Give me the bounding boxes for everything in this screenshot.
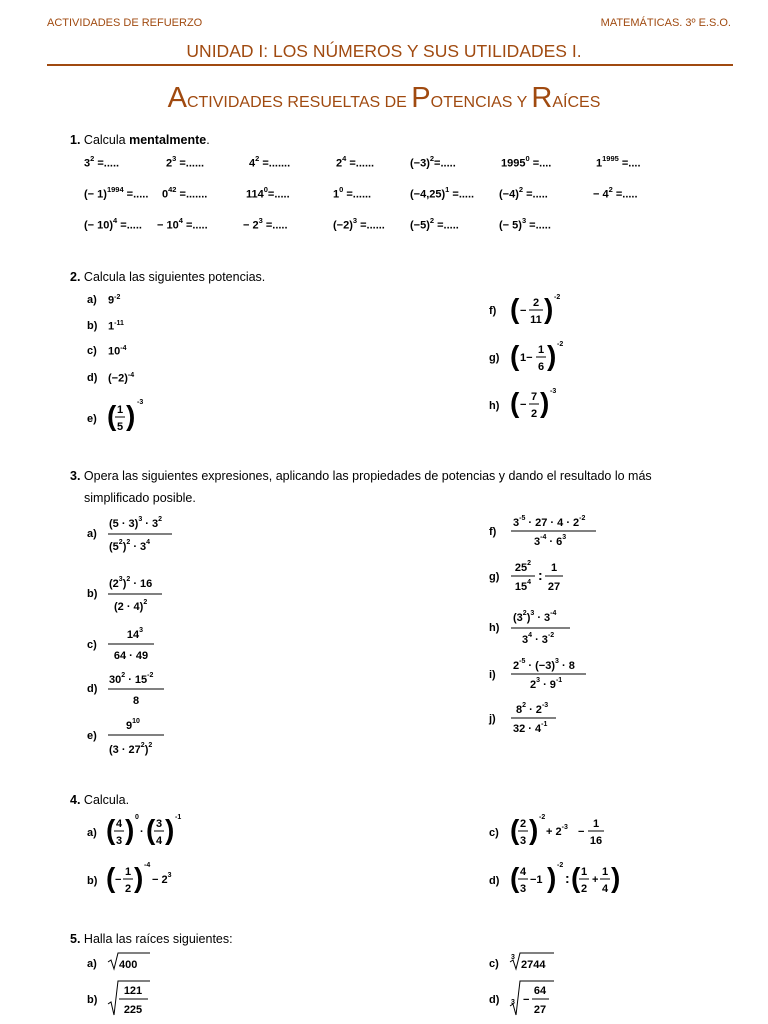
q4c-num1: 2: [519, 818, 527, 830]
q4d-expression: [508, 858, 628, 902]
q5c-expression: [508, 950, 564, 974]
q2f-paren-close: ): [544, 293, 554, 324]
q4a-exp1: 0: [135, 814, 139, 821]
q1-exponent: 2: [429, 154, 435, 163]
q2b-label: b): [87, 320, 98, 332]
q3-text1: Opera las siguientes expresiones, aplicando las propiedades de potencias y dando el resultado lo más: [83, 469, 652, 483]
q1-base: (−4): [499, 188, 519, 201]
q1-exponent: 2: [90, 154, 95, 163]
q1-base: (−2): [333, 219, 353, 232]
q4-text: Calcula.: [83, 793, 130, 807]
q1-row2-item: [162, 186, 207, 201]
q3d-label: d): [87, 683, 98, 695]
q1-answer-blank: =....: [618, 157, 641, 170]
q1-answer-blank: =.......: [259, 157, 291, 170]
q1-base: 1: [333, 188, 340, 201]
q2f-num: 2: [532, 297, 540, 309]
q2g-paren-open: (: [510, 340, 520, 371]
q3a-numerator: $(5 \cdot 3)^3 \cdot 3^2$: [109, 516, 163, 530]
q1-row1-item: [84, 155, 119, 170]
q1-exponent: 3: [521, 216, 527, 225]
q2c-label: c): [87, 345, 97, 357]
q5b-expression: [106, 978, 156, 1018]
q4a-num1: 4: [115, 818, 123, 830]
q3g-divide-op: :: [538, 567, 543, 583]
q4c-expression: [508, 810, 618, 854]
title-initial-a: A: [167, 82, 187, 114]
q2a-label: a): [87, 294, 97, 306]
svg-text:): ): [529, 814, 539, 845]
q1-exponent: 0: [525, 154, 530, 163]
q1-base: (− 5): [499, 219, 522, 232]
q5c-index: 3: [511, 954, 515, 961]
q1-row3-item: [243, 217, 288, 232]
q4d-num2: 1: [580, 866, 588, 878]
q5c-label: c): [489, 958, 499, 970]
q3h-expression: [508, 604, 578, 650]
q2d-label: d): [87, 372, 98, 384]
q5c-radicand: 2744: [521, 959, 546, 971]
q2f-exp: -2: [554, 294, 561, 301]
q1-row2-item: [84, 186, 148, 201]
q1-exponent: 1: [445, 185, 450, 194]
header-right: MATEMÁTICAS. 3º E.S.O.: [600, 17, 731, 29]
q3i-label: i): [489, 669, 496, 681]
q3-statement-line2: simplificado posible.: [84, 491, 196, 505]
svg-text:): ): [125, 814, 135, 845]
q3e-label: e): [87, 730, 97, 742]
q2e-num: 1: [116, 404, 124, 416]
q3j-label: j): [489, 713, 496, 725]
q2f-den: 11: [530, 314, 542, 326]
q3f-label: f): [489, 526, 497, 538]
q1-row1-item: [410, 155, 456, 170]
q4b-sign: −: [115, 874, 122, 886]
q1-exponent: 0: [339, 185, 344, 194]
q4d-label: d): [489, 875, 500, 887]
q2g-exp: -2: [557, 341, 564, 348]
q1-answer-blank: =.....: [182, 219, 208, 232]
q4a-den2: 4: [155, 835, 163, 847]
q1-answer-blank: =.....: [262, 219, 288, 232]
q1-row3-item: [157, 217, 208, 232]
svg-text:(: (: [146, 814, 156, 845]
q1-exponent: 3: [352, 216, 358, 225]
q1-base: 1995: [501, 157, 526, 170]
q1-answer-blank: =.....: [526, 219, 551, 232]
q2e-den: 5: [116, 421, 124, 433]
q1-exponent: 3: [258, 216, 263, 225]
q3a-label: a): [87, 528, 97, 540]
q3b-denominator: $(2 \cdot 4)^2$: [114, 599, 148, 613]
q3c-denominator: 64 · 49: [113, 650, 149, 662]
q4d-divide-op: :: [565, 870, 570, 886]
q1-row2-item: [333, 186, 371, 201]
q1-answer-blank: =.......: [176, 188, 208, 201]
q3f-expression: [508, 510, 608, 554]
q2g-paren-close: ): [547, 340, 557, 371]
q1-row1-item: [249, 155, 290, 170]
q1-answer-blank: =......: [346, 157, 375, 170]
q1-exponent: 42: [168, 185, 177, 194]
q3g-expression: [508, 555, 578, 599]
q4c-den2: 16: [589, 835, 603, 847]
q3c-label: c): [87, 639, 97, 651]
q2g-num: 1: [537, 344, 545, 356]
q4b-exp: -4: [144, 862, 151, 869]
q1-base: − 10: [157, 219, 179, 232]
q4b-expression: [104, 858, 194, 902]
q2-text: Calcula las siguientes potencias.: [83, 270, 266, 284]
q1-base: 1: [596, 157, 603, 170]
q2c-expr: [108, 345, 126, 358]
q4c-minus: −: [578, 826, 585, 838]
q2f-sign: −: [520, 305, 527, 317]
q5d-radical-sign: [510, 981, 554, 1015]
q3c-numerator: $14^3$: [126, 627, 144, 641]
q2h-label: h): [489, 400, 500, 412]
q1-row1-item: [596, 155, 641, 170]
title-initial-p: P: [411, 82, 431, 114]
svg-text:(: (: [510, 862, 520, 893]
q2f-expression: [508, 289, 568, 333]
header-divider: [47, 64, 733, 66]
q3d-expression: [106, 667, 172, 711]
q3j-expression: [508, 697, 578, 741]
q1-base: 2: [336, 157, 343, 170]
header-left: ACTIVIDADES DE REFUERZO: [47, 17, 203, 29]
q5-number: 5.: [70, 932, 81, 946]
q1-exponent: 2: [518, 185, 524, 194]
q4d-inner: −1: [530, 874, 543, 886]
q3i-expression: [508, 653, 598, 697]
q1-answer-blank: =.....: [267, 188, 290, 201]
q2h-num: 7: [530, 391, 538, 403]
q1-bold-word: mentalmente: [129, 133, 207, 147]
q1-exponent: 4: [178, 216, 183, 225]
title-word-potencias: OTENCIAS Y: [430, 94, 532, 111]
q5d-expression: [508, 978, 564, 1018]
q1-end: .: [206, 133, 210, 147]
title-word-actividades: CTIVIDADES RESUELTAS DE: [186, 94, 412, 111]
q3-statement-line1: [70, 469, 652, 483]
q2g-label: g): [489, 352, 500, 364]
q1-answer-blank: =.....: [123, 188, 149, 201]
q5d-num: 64: [533, 985, 547, 997]
q2e-paren-open: (: [107, 400, 117, 431]
q3a-denominator: $(5^2)^2 \cdot 3^4$: [109, 539, 151, 553]
q5a-radicand: 400: [119, 959, 138, 971]
q4a-expression: [104, 810, 194, 854]
q1-row2-item: [593, 186, 638, 201]
q1-base: (−3): [410, 157, 430, 170]
q1-exponent: 1995: [602, 154, 619, 163]
q4a-exp2: -1: [175, 814, 182, 821]
q2g-prefix: 1−: [520, 352, 533, 364]
q4c-mid: + $2^{-3}$: [546, 824, 568, 838]
q3j-numerator: $8^2 \cdot 2^{-3}$: [516, 702, 549, 716]
q4d-num1: 4: [519, 866, 527, 878]
q4d-plus: +: [592, 874, 599, 886]
q3d-numerator: $30^2 \cdot 15^{-2}$: [109, 672, 154, 686]
q1-base: 4: [249, 157, 256, 170]
q1-statement: [70, 133, 210, 147]
q1-answer-blank: =......: [357, 219, 385, 232]
q1-base: 114: [246, 188, 264, 201]
q2h-paren-open: (: [510, 387, 520, 418]
q4b-den: 2: [124, 883, 132, 895]
q2g-expression: [508, 336, 572, 380]
q2e-paren-close: ): [126, 400, 136, 431]
q3b-label: b): [87, 588, 98, 600]
q1-exponent: 3: [172, 154, 177, 163]
q5b-den: 225: [123, 1004, 143, 1016]
q4b-num: 1: [124, 866, 132, 878]
unit-title: UNIDAD I: LOS NÚMEROS Y SUS UTILIDADES I.: [186, 41, 582, 61]
q1-base: 0: [162, 188, 169, 201]
q2e-label: e): [87, 413, 97, 425]
q1-answer-blank: =....: [529, 157, 552, 170]
q2c-exp: -4: [120, 345, 127, 352]
q1-answer-blank: =.....: [612, 188, 638, 201]
q4-statement: [70, 793, 129, 807]
q1-row1-item: [501, 155, 551, 170]
q1-exponent: 1994: [106, 185, 124, 194]
q5d-index: 3: [511, 999, 515, 1006]
q3e-numerator: $9^{10}$: [126, 718, 140, 732]
q1-answer-blank: =.....: [434, 219, 459, 232]
svg-text:): ): [547, 862, 557, 893]
svg-text:): ): [611, 862, 621, 893]
q1-base: (− 10): [84, 219, 114, 232]
q1-row3-item: [333, 217, 385, 232]
q1-exponent: 4: [113, 216, 118, 225]
q4d-den1: 3: [519, 883, 527, 895]
q3-number: 3.: [70, 469, 81, 483]
q4a-den1: 3: [115, 835, 123, 847]
q3b-expression: [106, 570, 176, 616]
q1-row2-item: [246, 186, 290, 201]
q4c-den1: 3: [519, 835, 527, 847]
svg-text:): ): [134, 862, 144, 893]
q5b-label: b): [87, 994, 98, 1006]
svg-text:(: (: [571, 862, 581, 893]
q2d-base: (−2): [108, 372, 128, 385]
q3e-expression: [106, 713, 176, 761]
q2-statement: [70, 270, 265, 284]
q4d-den3: 4: [601, 883, 609, 895]
q2h-paren-close: ): [540, 387, 550, 418]
q1-number: 1.: [70, 133, 81, 147]
q2a-expr: [108, 294, 120, 307]
q5-statement: [70, 932, 233, 946]
q1-answer-blank: =.....: [523, 188, 548, 201]
q3c-expression: [106, 622, 166, 666]
q4a-dot: ·: [140, 826, 144, 838]
q4a-num2: 3: [155, 818, 163, 830]
q4b-label: b): [87, 875, 98, 887]
q3g-label: g): [489, 571, 500, 583]
q4d-exp: -2: [557, 862, 564, 869]
q1-answer-blank: =.....: [117, 219, 142, 232]
q4c-exp1: -2: [539, 814, 546, 821]
q2a-base: 9: [108, 294, 115, 307]
q1-row2-item: [410, 186, 474, 201]
q1-base: − 4: [593, 188, 609, 201]
q1-row1-item: [166, 155, 204, 170]
q4d-num3: 1: [601, 866, 609, 878]
q1-exponent: 0: [263, 185, 268, 194]
q1-row3-item: [84, 217, 142, 232]
q3d-denominator: 8: [132, 695, 140, 707]
title-initial-r: R: [531, 82, 553, 114]
q2h-expression: [508, 383, 568, 427]
svg-text:(: (: [106, 862, 116, 893]
q1-base: 2: [166, 157, 173, 170]
q5b-num: 121: [123, 985, 143, 997]
q2b-exp: -11: [114, 320, 124, 327]
q2a-exp: -2: [114, 294, 121, 301]
q1-answer-blank: =......: [176, 157, 205, 170]
q5d-label: d): [489, 994, 500, 1006]
svg-text:(: (: [510, 814, 520, 845]
q4c-label: c): [489, 827, 499, 839]
q2d-exp: -4: [127, 372, 135, 379]
q1-answer-blank: =......: [343, 188, 372, 201]
q3h-denominator: $3^4 \cdot 3^{-2}$: [522, 632, 555, 646]
q1-answer-blank: =.....: [434, 157, 456, 170]
q2h-den: 2: [530, 408, 538, 420]
q3g-den2: 27: [547, 581, 561, 593]
q3a-expression: [106, 510, 176, 556]
q2e-expression: [104, 396, 154, 440]
q2h-sign: −: [520, 399, 527, 411]
q2b-base: 1: [108, 320, 115, 333]
q1-base: (−5): [410, 219, 430, 232]
q5a-expression: [106, 950, 156, 974]
q3i-numerator: $2^{-5} \cdot (-3)^3 \cdot 8$: [513, 658, 575, 672]
q3e-denominator: $(3 \cdot 27^2)^2$: [109, 742, 153, 756]
q1-exponent: 2: [608, 185, 613, 194]
q2-number: 2.: [70, 270, 81, 284]
q1-exponent: 2: [255, 154, 260, 163]
q1-base: 3: [84, 157, 91, 170]
q3j-denominator: $32 \cdot 4^{-1}$: [513, 721, 548, 735]
q2b-expr: [108, 320, 124, 333]
q4d-den2: 2: [580, 883, 588, 895]
q1-exponent: 2: [429, 216, 435, 225]
q1-row3-item: [410, 217, 459, 232]
q3i-denominator: $2^3 \cdot 9^{-1}$: [530, 677, 563, 691]
q3b-numerator: $(2^3)^2 \cdot 16$: [109, 576, 153, 590]
q4-number: 4.: [70, 793, 81, 807]
q1-base: − 2: [243, 219, 259, 232]
svg-text:): ): [165, 814, 175, 845]
q1-row3-item: [499, 217, 551, 232]
q3f-numerator: $3^{-5} \cdot 27 \cdot 4 \cdot 2^{-2}$: [513, 515, 586, 529]
q4c-num2: 1: [592, 818, 600, 830]
q2g-den: 6: [537, 361, 545, 373]
section-title: [0, 82, 768, 115]
q5a-label: a): [87, 958, 97, 970]
q2e-exp: -3: [137, 399, 144, 406]
q3g-num2: 1: [550, 562, 558, 574]
q3h-numerator: $(3^2)^3 \cdot 3^{-4}$: [513, 610, 557, 624]
q1-answer-blank: =.....: [94, 157, 120, 170]
q2f-paren-open: (: [510, 293, 520, 324]
q5-text: Halla las raíces siguientes:: [83, 932, 233, 946]
q2d-expr: [108, 372, 134, 385]
q3g-num: $25^2$: [514, 560, 532, 574]
q1-row2-item: [499, 186, 548, 201]
q1-row1-item: [336, 155, 374, 170]
q5d-den: 27: [533, 1004, 547, 1016]
q1-base: (− 1): [84, 188, 107, 201]
title-word-raices: AÍCES: [552, 94, 601, 111]
q2h-exp: -3: [550, 388, 557, 395]
q3h-label: h): [489, 622, 500, 634]
q5d-sign: −: [523, 994, 530, 1006]
q1-text: Calcula: [83, 133, 130, 147]
q4a-label: a): [87, 827, 97, 839]
q1-base: (−4,25): [410, 188, 446, 201]
q1-exponent: 4: [342, 154, 347, 163]
q2c-base: 10: [108, 345, 121, 358]
svg-text:(: (: [106, 814, 116, 845]
q3f-denominator: $3^{-4} \cdot 6^3$: [534, 534, 567, 548]
q4b-rest: − $2^3$: [152, 872, 172, 886]
q3g-den: $15^4$: [514, 579, 532, 593]
q1-answer-blank: =.....: [449, 188, 475, 201]
q2f-label: f): [489, 305, 497, 317]
